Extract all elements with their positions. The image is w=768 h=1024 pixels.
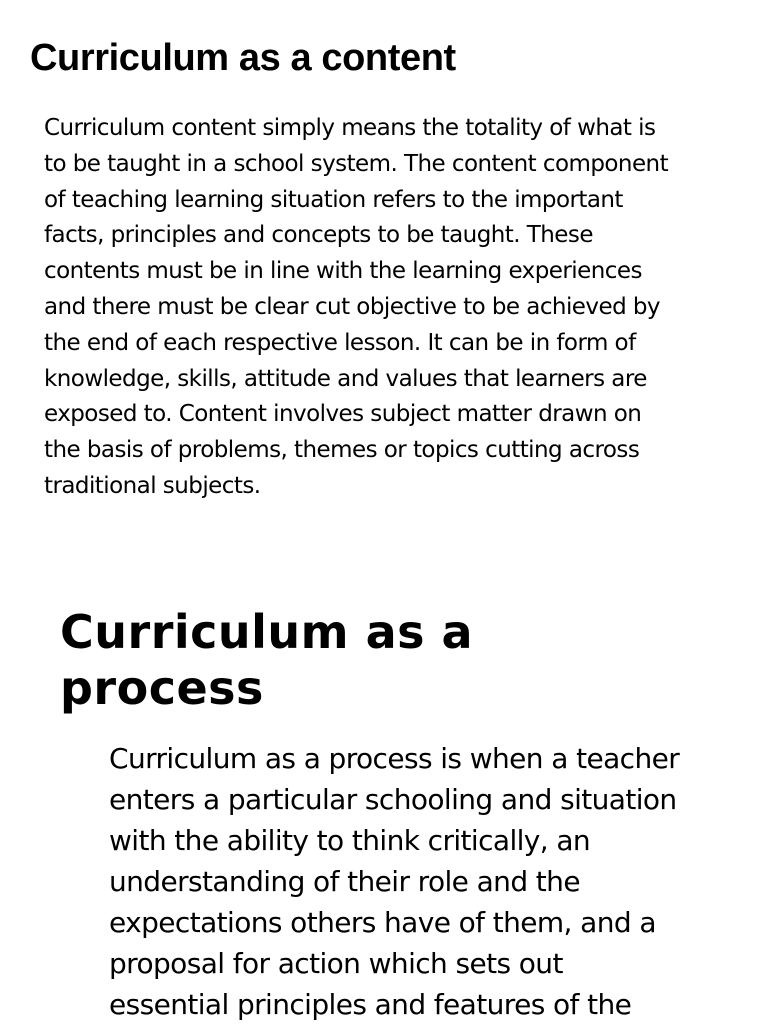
curriculum-process-paragraph: Curriculum as a process is when a teacher enters a particular schooling and situation with the ability to think critically, an understanding of their role and the expectations others have of them, and a proposal for action which sets out essential principles and features of the [109,742,680,1021]
curriculum-process-heading: Curriculum as a process [60,605,474,715]
curriculum-content-paragraph: Curriculum content simply means the totality of what is to be taught in a school system. The content component of teaching learning situation refers to the important facts, principles and concepts to be taught. These contents must be in line with the learning experiences and there must be clear cut objective to be achieved by the end of each respective lesson. It can be in form of knowledge, skills, attitude and values that learners are exposed to. Content involves subject matter drawn on the basis of problems, themes or topics cutting across traditional subjects. [44,115,669,499]
curriculum-content-heading: Curriculum as a content [30,37,456,79]
